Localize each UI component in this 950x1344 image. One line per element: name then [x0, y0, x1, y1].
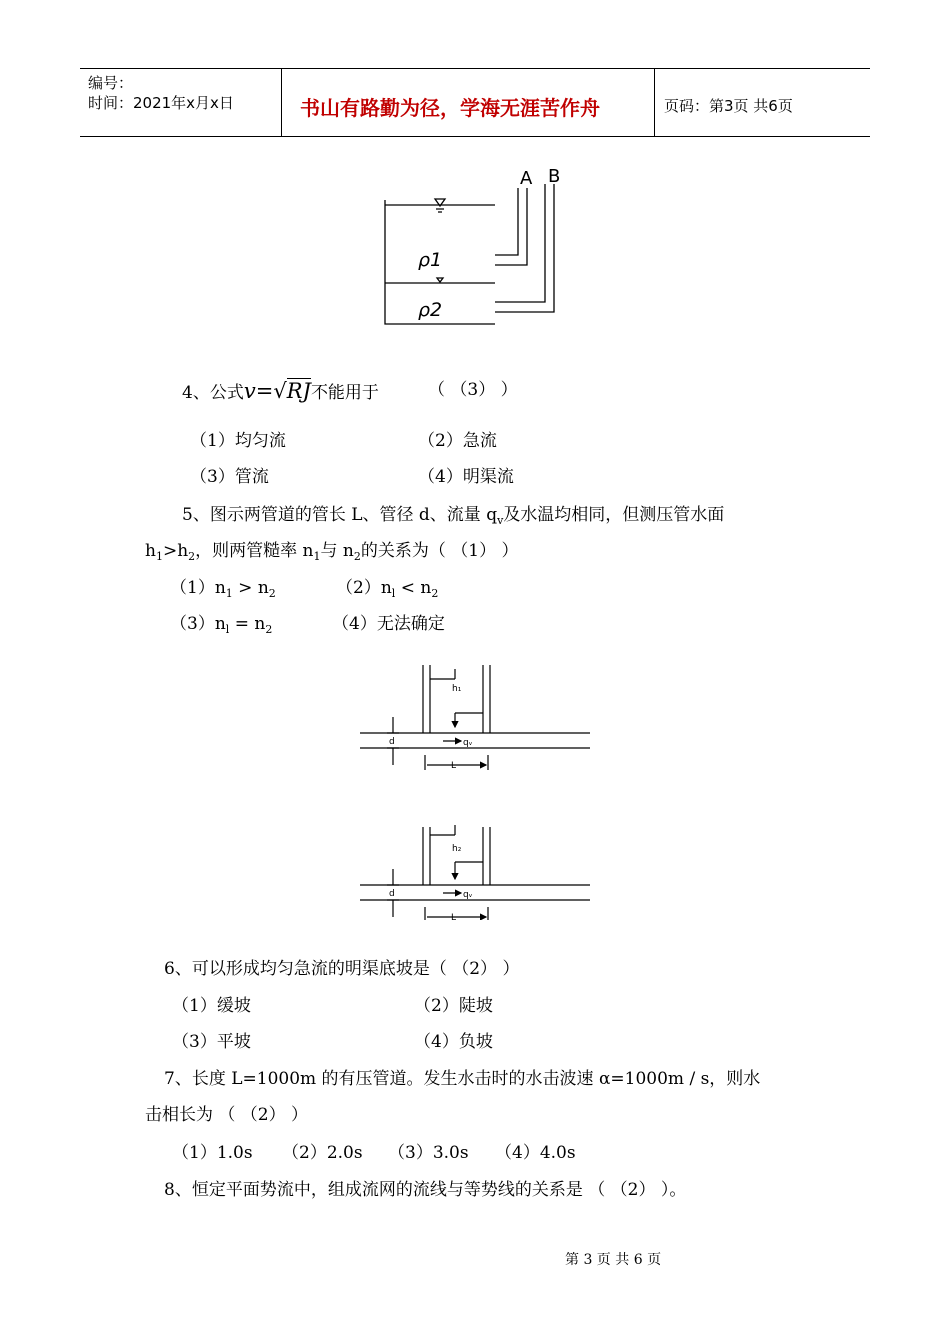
- q6-option-1: （1）缓坡: [172, 996, 251, 1016]
- q4-option-3: （3）管流: [190, 467, 269, 487]
- q7-line-1: 7、长度 L=1000m 的有压管道。发生水击时的水击波速 α=1000m / s，则水: [164, 1069, 761, 1089]
- page-footer: 第 3 页 共 6 页: [565, 1252, 662, 1268]
- figure-two-pipes: [355, 655, 595, 920]
- q7-line-2: 击相长为 （ （2） ）: [145, 1105, 309, 1125]
- header-date-label: 时间：2021年x月x日: [88, 94, 234, 112]
- header-number-label: 编号：: [88, 74, 134, 92]
- header-divider-left: [281, 68, 282, 136]
- q4-formula: v=√RJ: [243, 379, 311, 403]
- label-d-1: d: [389, 737, 395, 747]
- label-b: B: [548, 166, 561, 187]
- q6-option-2: （2）陡坡: [414, 996, 493, 1016]
- label-l-2: L: [451, 913, 457, 920]
- q4-option-4: （4）明渠流: [418, 467, 514, 487]
- q6-option-4: （4）负坡: [414, 1032, 493, 1052]
- label-rho1: ρ1: [418, 249, 443, 271]
- q5-option-2: $(2)n_l < n_2$: [336, 578, 439, 600]
- q7-option-4: （4）4.0s: [495, 1143, 576, 1163]
- figure-two-fluid-tank: [370, 160, 590, 330]
- label-qv-2: qᵥ: [463, 890, 473, 900]
- label-a: A: [520, 168, 533, 189]
- q4-option-1: （1）均匀流: [190, 431, 286, 451]
- q7-option-1: （1）1.0s: [172, 1143, 253, 1163]
- q6-option-3: （3）平坡: [172, 1032, 251, 1052]
- q6-stem: 6、可以形成均匀急流的明渠底坡是（ （2） ）: [164, 959, 520, 979]
- q7-option-2: （2）2.0s: [282, 1143, 363, 1163]
- q5-option-4: （4）无法确定: [332, 614, 445, 634]
- q4-option-2: （2）急流: [418, 431, 497, 451]
- q5-option-1: $(1)n_1 > n_2$: [170, 578, 276, 600]
- label-h1: h₁: [452, 684, 462, 694]
- header-top-rule: [80, 68, 870, 69]
- header-bottom-rule: [80, 136, 870, 137]
- q5-line-1: 5、图示两管道的管长 L、管径 d、流量 $q_v$及水温均相同，但测压管水面: [182, 505, 725, 527]
- label-h2: h₂: [452, 844, 462, 854]
- label-rho2: ρ2: [418, 299, 443, 321]
- label-l-1: L: [451, 761, 457, 771]
- header-motto: 书山有路勤为径，学海无涯苦作舟: [300, 96, 600, 120]
- q5-line-2: $h_1>h_2$，则两管糙率 $n_1$与 $n_2$的关系为（ （1） ）: [145, 541, 519, 563]
- q4-answer: （ （3） ）: [428, 380, 518, 400]
- label-d-2: d: [389, 889, 395, 899]
- q8-stem: 8、恒定平面势流中，组成流网的流线与等势线的关系是 （ （2） ）。: [164, 1180, 687, 1200]
- header-divider-right: [654, 68, 655, 136]
- q5-option-3: $(3)n_l = n_2$: [170, 614, 273, 636]
- header-page-info: 页码：第3页 共6页: [664, 97, 793, 115]
- q4-stem: 4、公式v=√RJ不能用于: [182, 379, 379, 403]
- label-qv-1: qᵥ: [463, 738, 473, 748]
- q7-option-3: （3）3.0s: [388, 1143, 469, 1163]
